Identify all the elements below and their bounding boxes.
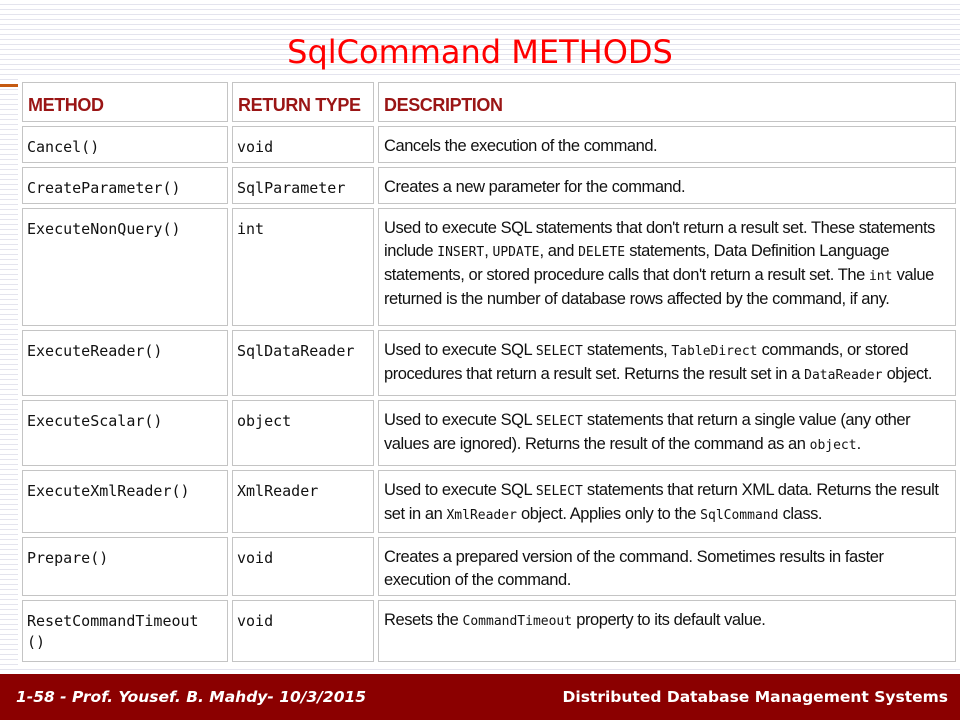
description-text: object. Applies only to the <box>516 505 701 523</box>
description-text: Used to execute SQL <box>384 481 536 499</box>
code-term: UPDATE <box>492 245 540 260</box>
footer-author-date: 1-58 - Prof. Yousef. B. Mahdy- 10/3/2015 <box>16 688 367 706</box>
table-row <box>22 470 956 533</box>
description-cell <box>378 330 956 396</box>
code-term: object <box>809 438 857 453</box>
description-text: Cancels the execution of the command. <box>384 137 658 155</box>
return-type-cell: SqlDataReader <box>232 330 374 396</box>
code-term: SELECT <box>535 344 583 359</box>
method-cell: CreateParameter() <box>22 167 228 204</box>
description-text: Resets the <box>384 611 463 629</box>
header-description: DESCRIPTION <box>378 82 956 122</box>
description-text: statements, <box>582 341 672 359</box>
code-term: XmlReader <box>446 508 517 523</box>
header-row <box>22 82 956 122</box>
table-row <box>22 208 956 326</box>
description-text: statements, Data Definition Language statements, or stored procedure calls that don't return a result set. The <box>384 242 890 284</box>
table-row <box>22 400 956 466</box>
code-term: SELECT <box>535 414 583 429</box>
description-text: Creates a new parameter for the command. <box>384 178 686 196</box>
code-term: int <box>868 269 893 284</box>
description-cell <box>378 126 956 163</box>
description-text: property to its default value. <box>572 611 766 629</box>
description-text: commands, or stored procedures that return a result set. Returns the result set in a <box>384 341 909 383</box>
return-type-cell: XmlReader <box>232 470 374 533</box>
return-type-cell: void <box>232 126 374 163</box>
description-text: Used to execute SQL <box>384 411 536 429</box>
method-cell: ExecuteXmlReader() <box>22 470 228 533</box>
slide-title: SqlCommand METHODS <box>287 33 673 71</box>
method-cell: ExecuteNonQuery() <box>22 208 228 326</box>
code-term: SELECT <box>535 484 583 499</box>
description-cell <box>378 400 956 466</box>
code-term: INSERT <box>437 245 485 260</box>
method-cell: Cancel() <box>22 126 228 163</box>
code-term: TableDirect <box>671 344 758 359</box>
method-cell: ExecuteScalar() <box>22 400 228 466</box>
description-cell <box>378 208 956 326</box>
code-term: DataReader <box>804 368 883 383</box>
description-text: statements that return XML data. Returns the result set in an <box>384 481 939 523</box>
table-row <box>22 600 956 662</box>
description-text: Used to execute SQL statements that don't return a result set. These statements include <box>384 219 935 260</box>
return-type-cell: void <box>232 600 374 662</box>
description-cell <box>378 470 956 533</box>
footer-course-title: Distributed Database Management Systems <box>562 688 948 706</box>
description-text: Creates a prepared version of the command. Sometimes results in faster execution of the command. <box>384 548 884 589</box>
description-text: object. <box>882 365 933 383</box>
code-term: DELETE <box>578 245 626 260</box>
description-text: value returned is the number of database rows affected by the command, if any. <box>384 266 934 308</box>
table-row <box>22 126 956 163</box>
header-method: METHOD <box>22 82 228 122</box>
description-text: , and <box>539 242 579 260</box>
methods-table <box>18 78 960 666</box>
method-cell: ExecuteReader() <box>22 330 228 396</box>
accent-bar <box>0 84 18 87</box>
description-text: , <box>484 242 493 260</box>
return-type-cell: int <box>232 208 374 326</box>
method-cell: Prepare() <box>22 537 228 596</box>
description-text: Used to execute SQL <box>384 341 536 359</box>
description-text: . <box>856 435 861 453</box>
return-type-cell: void <box>232 537 374 596</box>
description-text: statements that return a single value (any other values are ignored). Returns the result of the command as an <box>384 411 911 453</box>
footer-bar <box>0 674 960 720</box>
code-term: SqlCommand <box>700 508 779 523</box>
description-text: class. <box>778 505 823 523</box>
table-row <box>22 330 956 396</box>
method-cell: ResetCommandTimeout () <box>22 600 228 662</box>
description-cell <box>378 537 956 596</box>
return-type-cell: SqlParameter <box>232 167 374 204</box>
methods-table-container <box>18 78 960 668</box>
description-cell <box>378 167 956 204</box>
code-term: CommandTimeout <box>462 614 573 629</box>
table-row <box>22 167 956 204</box>
table-row <box>22 537 956 596</box>
return-type-cell: object <box>232 400 374 466</box>
description-cell <box>378 600 956 662</box>
header-return-type: RETURN TYPE <box>232 82 374 122</box>
